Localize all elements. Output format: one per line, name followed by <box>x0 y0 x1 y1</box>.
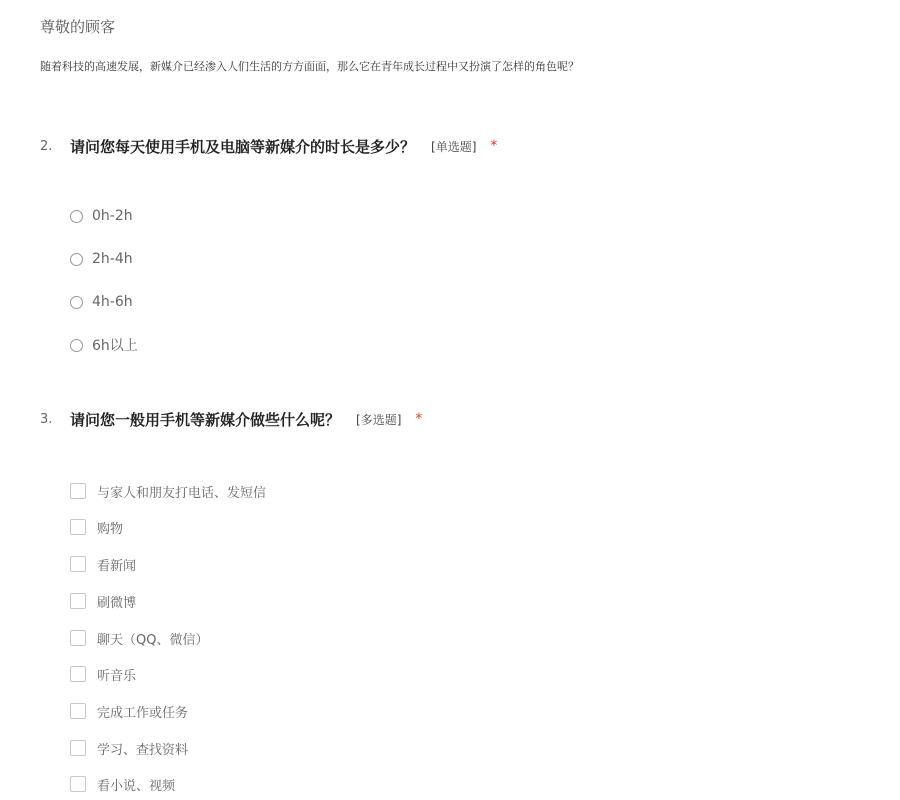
option-label: 6h以上 <box>92 338 138 354</box>
question-number: 2. <box>40 138 53 154</box>
checkbox-option-chat[interactable] <box>70 628 208 648</box>
question-2-header <box>40 135 497 157</box>
option-label: 看小说、视频 <box>97 778 176 794</box>
checkbox-option-novels-videos[interactable] <box>70 774 175 794</box>
checkbox-option-weibo[interactable] <box>70 591 136 611</box>
checkbox[interactable] <box>70 630 86 646</box>
option-label: 听音乐 <box>97 668 137 684</box>
checkbox-option-work[interactable] <box>70 701 188 721</box>
checkbox[interactable] <box>70 703 86 719</box>
option-label: 与家人和朋友打电话、发短信 <box>97 485 267 501</box>
checkbox[interactable] <box>70 519 86 535</box>
radio-option-0h-2h[interactable] <box>70 206 133 226</box>
radio-button[interactable] <box>70 210 83 223</box>
question-3-header <box>40 408 422 430</box>
radio-option-6h-plus[interactable] <box>70 335 138 355</box>
radio-option-2h-4h[interactable] <box>70 249 133 269</box>
checkbox[interactable] <box>70 593 86 609</box>
option-label: 0h-2h <box>92 208 133 224</box>
question-title: 请问您一般用手机等新媒介做些什么呢？ <box>70 410 341 429</box>
checkbox[interactable] <box>70 666 86 682</box>
radio-option-4h-6h[interactable] <box>70 292 133 312</box>
checkbox-option-call-sms[interactable] <box>70 481 266 501</box>
checkbox-option-study[interactable] <box>70 738 188 758</box>
option-label: 学习、查找资料 <box>97 742 189 758</box>
option-label: 看新闻 <box>97 558 137 574</box>
checkbox[interactable] <box>70 776 86 792</box>
required-marker: * <box>490 138 498 154</box>
question-type-badge: [多选题] <box>356 412 402 427</box>
option-label: 聊天（QQ、微信） <box>97 632 209 648</box>
question-number: 3. <box>40 411 53 427</box>
option-label: 刷微博 <box>97 595 137 611</box>
radio-button[interactable] <box>70 253 83 266</box>
checkbox[interactable] <box>70 483 86 499</box>
checkbox[interactable] <box>70 556 86 572</box>
checkbox-option-shopping[interactable] <box>70 517 123 537</box>
greeting-text: 尊敬的顾客 <box>40 18 116 36</box>
checkbox-option-music[interactable] <box>70 664 136 684</box>
checkbox[interactable] <box>70 740 86 756</box>
option-label: 4h-6h <box>92 294 133 310</box>
required-marker: * <box>415 411 423 427</box>
question-title: 请问您每天使用手机及电脑等新媒介的时长是多少？ <box>70 137 416 156</box>
option-label: 2h-4h <box>92 251 133 267</box>
option-label: 购物 <box>97 521 124 537</box>
intro-text: 随着科技的高速发展，新媒介已经渗入人们生活的方方面面，那么它在青年成长过程中又扮演了怎样的角色呢？ <box>40 60 579 73</box>
radio-button[interactable] <box>70 339 83 352</box>
question-type-badge: [单选题] <box>431 139 477 154</box>
checkbox-option-news[interactable] <box>70 554 136 574</box>
radio-button[interactable] <box>70 296 83 309</box>
option-label: 完成工作或任务 <box>97 705 189 721</box>
